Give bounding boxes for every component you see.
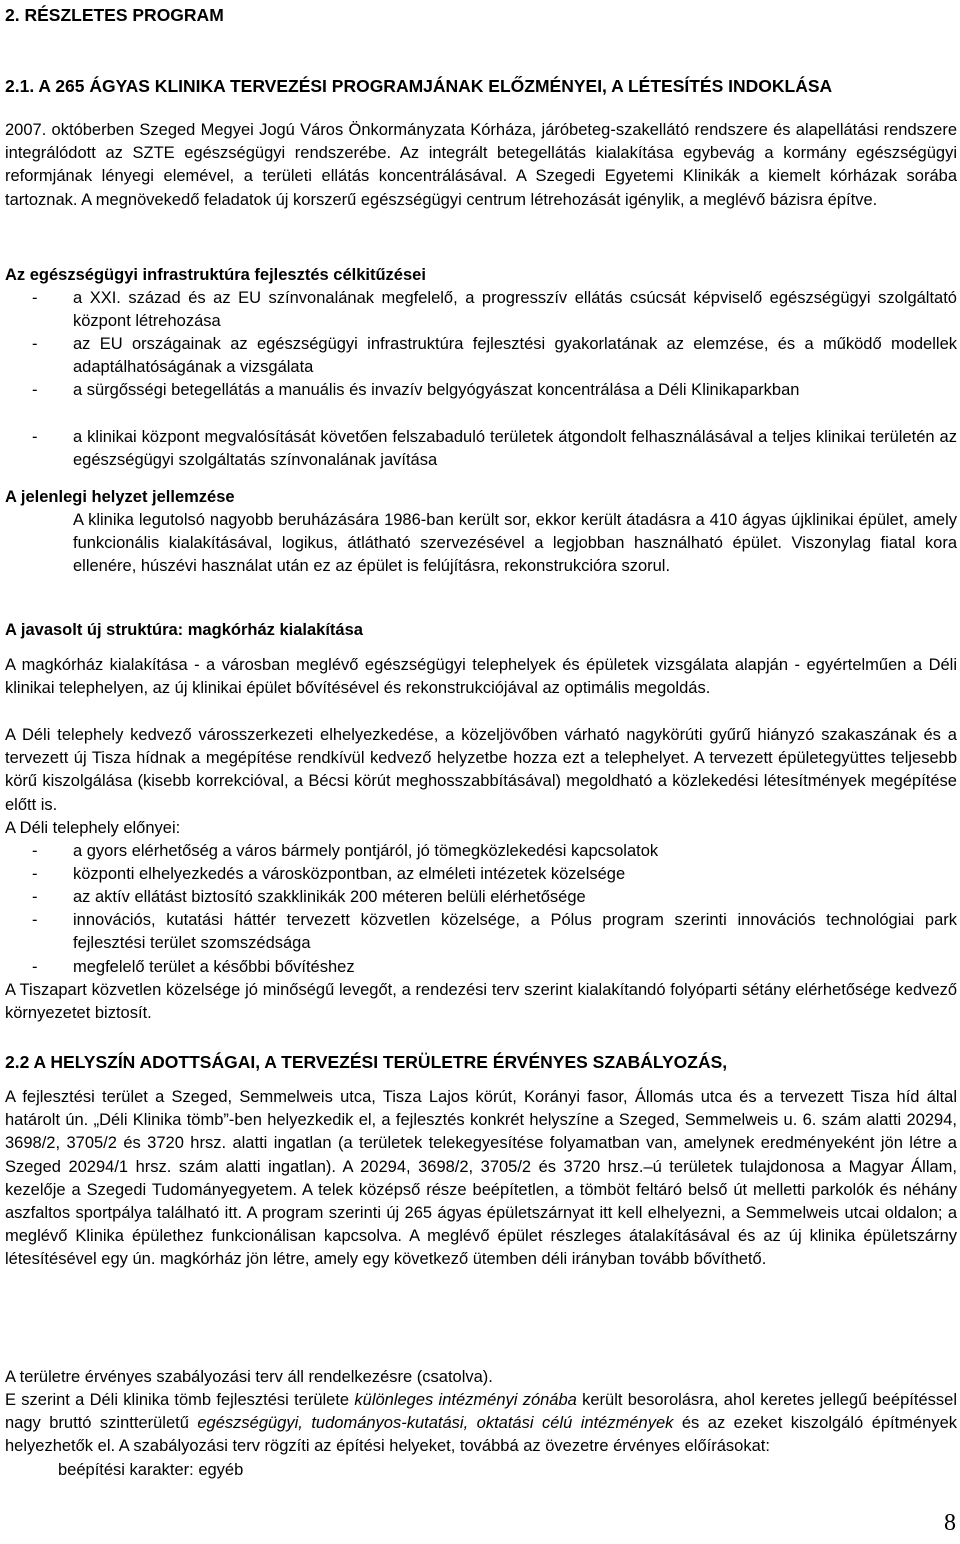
zone-term: különleges intézményi zónába bbox=[354, 1391, 577, 1409]
new-structure-paragraph-2: A Déli telephely kedvező városszerkezeti elhelyezkedése, a közeljövőben várható nagykörúti gyűrű hiányzó szakaszának és a tervezett új Tisza hídnak a megépítése rendkívül kedvező helyzetbe hozza ezt a telephelyet. A tervezett épületegyüttes teljesebb körű kiszolgálása (kisebb korrekcióval, a Bécsi körút meghosszabbításával) megoldható a közlekedési létesítmények megépítése előtt is. bbox=[5, 726, 957, 814]
advantage-item: - központi elhelyezkedés a városközpontban, az elméleti intézetek közelsége bbox=[5, 863, 957, 886]
building-character-line: beépítési karakter: egyéb bbox=[58, 1461, 244, 1479]
page-number: 8 bbox=[944, 1510, 956, 1536]
goal-text: a XXI. század és az EU színvonalának megfelelő, a progresszív ellátás csúcsát képviselő egészségügyi szolgáltató központ létrehozása bbox=[73, 289, 957, 331]
new-structure-paragraph-1: A magkórház kialakítása - a városban meglévő egészségügyi telephelyek és épületek vizsgálata alapján - egyértelműen a Déli klinikai telephelyen, az új klinikai épület bővítésével és rekonstrukciójával az optimális megoldás. bbox=[5, 656, 957, 698]
section-2-2-heading: 2.2 A HELYSZÍN ADOTTSÁGAI, A TERVEZÉSI TERÜLETRE ÉRVÉNYES SZABÁLYOZÁS, bbox=[5, 1052, 728, 1072]
institution-term: egészségügyi, tudományos-kutatási, oktatási célú intézmények bbox=[197, 1414, 674, 1433]
advantage-text: az aktív ellátást biztosító szakklinikák 200 méteren belüli elérhetősége bbox=[73, 888, 586, 906]
advantage-text: a gyors elérhetőség a város bármely pontjáról, jó tömegközlekedési kapcsolatok bbox=[73, 842, 659, 860]
goal-text: a sürgősségi betegellátás a manuális és invazív belgyógyászat koncentrálása a Déli Klinikaparkban bbox=[73, 381, 800, 399]
section-2-1-paragraph: 2007. októberben Szeged Megyei Jogú Város Önkormányzata Kórháza, járóbeteg-szakellátó rendszere és alapellátási rendszere integrálódott az SZTE egészségügyi rendszerébe. Az integrált betegellátás kialakítása egybevág a kormány egészségügyi reformjának lényegi elemével, a területi ellátás koncentrálásával. A Szegedi Egyetemi Klinikák a kiemelt kórházak sorába tartoznak. A megnövekedő feladatok új korszerű egészségügyi centrum létrehozását igénylik, a meglévő bázisra építve. bbox=[5, 121, 957, 209]
new-structure-heading: A javasolt új struktúra: magkórház kialakítása bbox=[5, 621, 363, 639]
advantage-text: központi elhelyezkedés a városközpontban, az elméleti intézetek közelsége bbox=[73, 865, 626, 883]
regulation-paragraph: E szerint a Déli klinika tömb fejlesztési területe különleges intézményi zónába került besorolásra, ahol keretes jellegű beépítéssel nagy bruttó szintterületű egészségügyi, tudományos-kutatási, oktatási célú intézmények és az ezeket kiszolgáló építmények helyezhetők el. A szabályozási terv rögzíti az építési helyeket, továbbá az övezetre érvényes előírásokat: bbox=[5, 1391, 957, 1456]
current-state-paragraph: A klinika legutolsó nagyobb beruházására 1986-ban került sor, ekkor került átadásra a 410 ágyas újklinikai épület, amely funkcionális kialakításával, logikus, átlátható szervezésével a legjobban használható épület. Viszonylag fiatal kora ellenére, húszévi használat után ez az épület is felújításra, rekonstrukcióra szorul. bbox=[73, 511, 957, 576]
advantage-text: megfelelő terület a későbbi bővítéshez bbox=[73, 958, 355, 976]
goal-item: - a sürgősségi betegellátás a manuális és invazív belgyógyászat koncentrálása a Déli Klinikaparkban bbox=[5, 379, 957, 402]
goal-item: - az EU országainak az egészségügyi infrastruktúra fejlesztési gyakorlatának az elemzése, és a működő modellek adaptálhatóságának a vizsgálata bbox=[5, 333, 957, 379]
advantages-heading: A Déli telephely előnyei: bbox=[5, 819, 181, 837]
regulation-plan-line: A területre érvényes szabályozási terv áll rendelkezésre (csatolva). bbox=[5, 1368, 493, 1386]
tiszapart-paragraph: A Tiszapart közvetlen közelsége jó minőségű levegőt, a rendezési terv szerint kialakítandó folyóparti sétány elérhetősége kedvező környezetet biztosít. bbox=[5, 981, 957, 1023]
goals-heading: Az egészségügyi infrastruktúra fejlesztés célkitűzései bbox=[5, 266, 426, 284]
goal-text: a klinikai központ megvalósítását követően felszabaduló területek átgondolt felhasználásával a teljes klinikai területén az egészségügyi szolgáltatás színvonalának javítása bbox=[73, 428, 957, 470]
section-2-1-heading: 2.1. A 265 ÁGYAS KLINIKA TERVEZÉSI PROGRAMJÁNAK ELŐZMÉNYEI, A LÉTESÍTÉS INDOKLÁSA bbox=[5, 76, 833, 96]
advantage-item: - innovációs, kutatási háttér tervezett közvetlen közelsége, a Pólus program szerinti innovációs technológiai park fejlesztési terület szomszédsága bbox=[5, 909, 957, 955]
section-2-2-paragraph: A fejlesztési terület a Szeged, Semmelweis utca, Tisza Lajos körút, Korányi fasor, Állomás utca és a tervezett Tisza híd által határolt ún. „Déli Klinika tömb”-ben helyezkedik el, a fejlesztés konkrét helyszíne a Szeged, Semmelweis u. 6. szám alatti 20294, 3698/2, 3705/2 és 3720 hrsz. alatti ingatlan (a területek telekegyesítése folyamatban van, amelynek eredményeként jön létre a Szeged 20294/1 hrsz. szám alatti ingatlan). A 20294, 3698/2, 3705/2 és 3720 hrsz.–ú területek tulajdonosa a Magyar Állam, kezelője a Szegedi Tudományegyetem. A telek középső része beépítetlen, a tömböt feltáró belső út melletti parkolók és néhány aszfaltos sportpálya található itt. A program szerinti új 265 ágyas épületszárnyat itt kell elhelyezni, a Semmelweis utcai oldalon; a meglévő Klinika épülethez funkcionálisan kapcsolva. A meglévő épület részleges átalakításával és az új klinika épületszárny létesítésével egy ún. magkórház jön létre, amely egy következő ütemben déli irányban tovább bővíthető. bbox=[5, 1088, 957, 1269]
current-state-heading: A jelenlegi helyzet jellemzése bbox=[5, 488, 235, 506]
goal-text: az EU országainak az egészségügyi infrastruktúra fejlesztési gyakorlatának az elemzése, és a működő modellek adaptálhatóságának a vizsgálata bbox=[73, 335, 957, 377]
document-title: 2. RÉSZLETES PROGRAM bbox=[5, 5, 224, 25]
goal-item: - a klinikai központ megvalósítását követően felszabaduló területek átgondolt felhasználásával a teljes klinikai területén az egészségügyi szolgáltatás színvonalának javítása bbox=[5, 426, 957, 472]
advantage-text: innovációs, kutatási háttér tervezett közvetlen közelsége, a Pólus program szerinti innovációs technológiai park fejlesztési terület szomszédsága bbox=[73, 911, 957, 953]
goal-item: - a XXI. század és az EU színvonalának megfelelő, a progresszív ellátás csúcsát képviselő egészségügyi szolgáltató központ létrehozása bbox=[5, 287, 957, 333]
advantage-item: - az aktív ellátást biztosító szakklinikák 200 méteren belüli elérhetősége bbox=[5, 886, 957, 909]
advantage-item: - megfelelő terület a későbbi bővítéshez bbox=[5, 956, 957, 979]
advantage-item: - a gyors elérhetőség a város bármely pontjáról, jó tömegközlekedési kapcsolatok bbox=[5, 840, 957, 863]
